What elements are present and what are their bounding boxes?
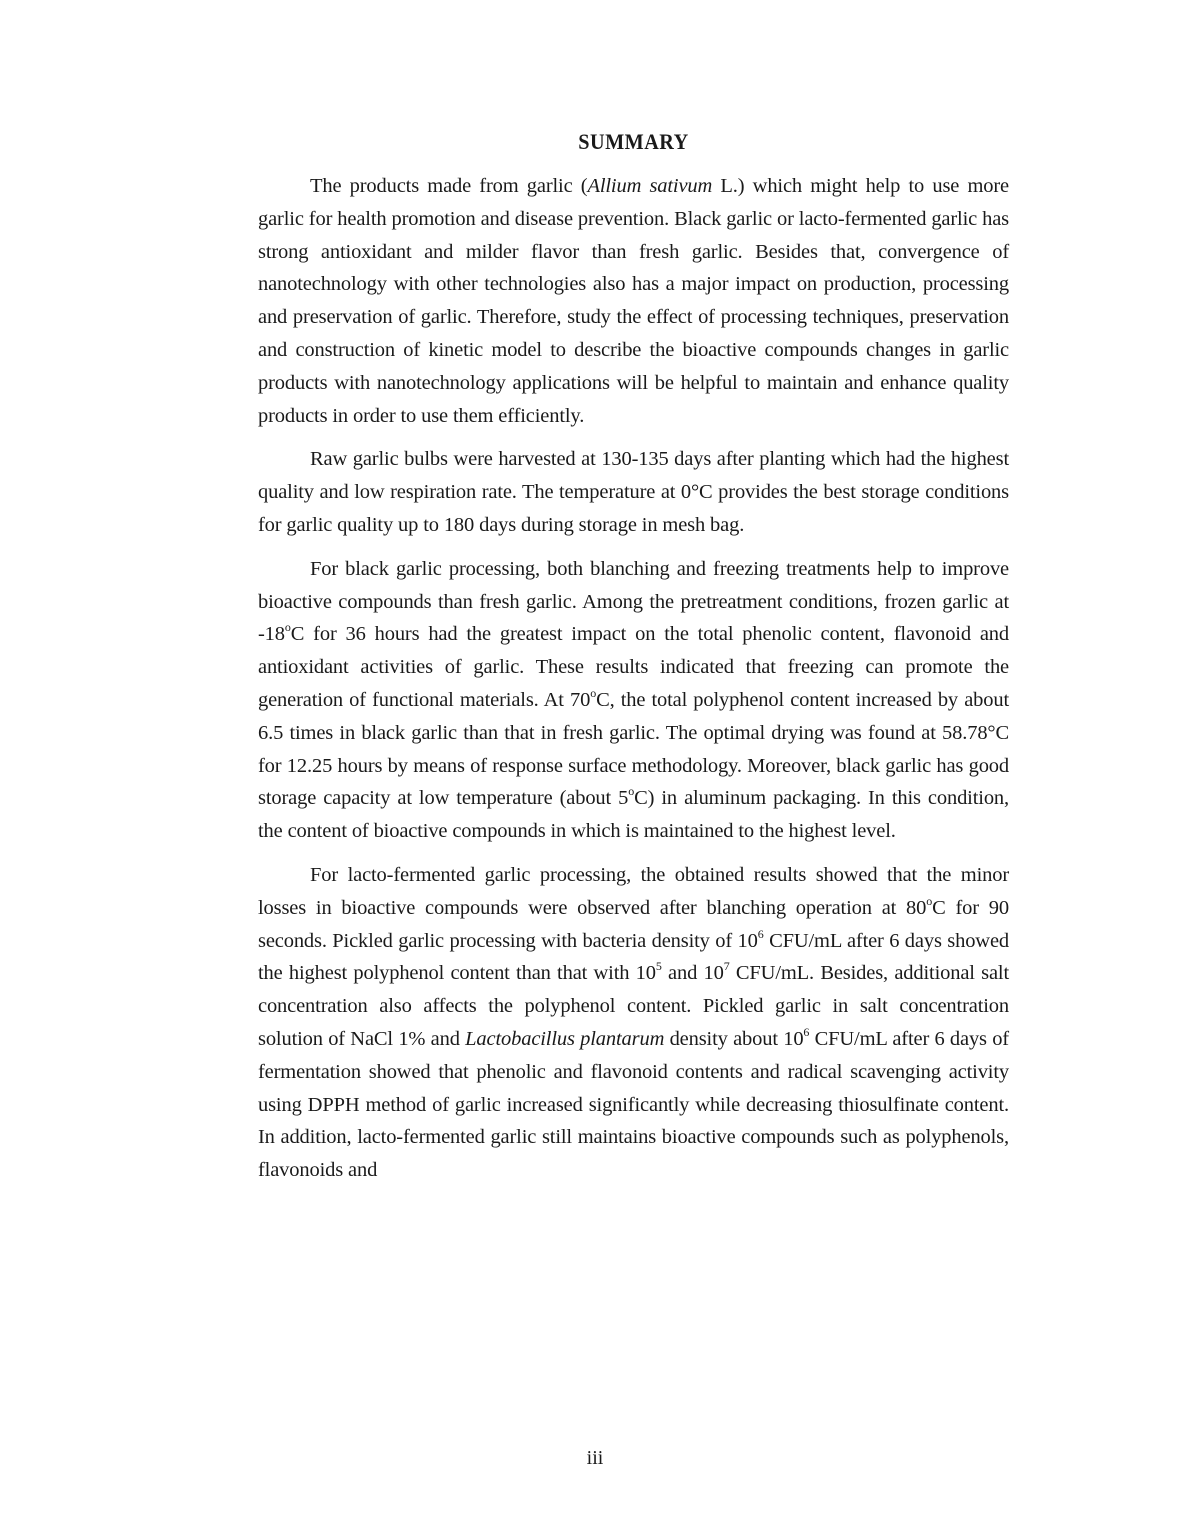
exponent-superscript: 5 <box>655 959 662 974</box>
page-title: SUMMARY <box>578 129 689 154</box>
text-segment: The products made from garlic ( <box>310 175 588 197</box>
text-segment: C for 36 hours had the greatest impact on the total phenolic content, flavonoid and antioxidant activities of garlic. These results indicated that freezing can promote the generation of functional materials. At 70 <box>258 623 1009 711</box>
document-page <box>258 128 1009 1198</box>
paragraph-intro <box>258 170 1009 432</box>
exponent-superscript: 7 <box>723 959 730 974</box>
paragraph-black-garlic <box>258 553 1009 848</box>
paragraph-raw-garlic <box>258 443 1009 541</box>
exponent-superscript: 6 <box>803 1024 810 1039</box>
page-number: iii <box>586 1447 604 1469</box>
paragraph-lacto-fermented <box>258 859 1009 1187</box>
exponent-superscript: 6 <box>757 926 764 941</box>
text-segment: For lacto-fermented garlic processing, the obtained results showed that the minor losses in bioactive compounds were observed after blanching operation at 80 <box>258 863 1009 919</box>
text-segment: CFU/mL after 6 days showed the highest polyphenol content than that with 10 <box>258 929 1009 985</box>
text-segment: C for 90 seconds. Pickled garlic processing with bacteria density of 10 <box>258 896 1009 952</box>
text-segment: Raw garlic bulbs were harvested at 130-135 days after planting which had the highest quality and low respiration rate. The temperature at 0°C provides the best storage conditions for garlic quality up to 180 days during storage in mesh bag. <box>258 448 1009 536</box>
text-segment: L.) which might help to use more garlic for health promotion and disease prevention. Black garlic or lacto-fermented garlic has strong antioxidant and milder flavor than fresh garlic. Besides that, convergence of nanotechnology with other technologies also has a major impact on production, processing and preservation of garlic. Therefore, study the effect of processing techniques, preservation and construction of kinetic model to describe the bioactive compounds changes in garlic products with nanotechnology applications will be helpful to maintain and enhance quality products in order to use them efficiently. <box>258 175 1009 427</box>
text-segment: density about 10 <box>664 1027 804 1050</box>
text-segment: C) in aluminum packaging. In this condition, the content of bioactive compounds in which is maintained to the highest level. <box>258 787 1009 843</box>
text-segment: and 10 <box>661 962 724 985</box>
text-segment: CFU/mL. Besides, additional salt concentration also affects the polyphenol content. Pickled garlic in salt concentration solution of NaCl 1% and <box>258 962 1009 1050</box>
degree-superscript: o <box>628 784 635 799</box>
degree-superscript: o <box>284 620 291 635</box>
degree-superscript: o <box>926 893 933 908</box>
text-segment: CFU/mL after 6 days of fermentation showed that phenolic and flavonoid contents and radical scavenging activity using DPPH method of garlic increased significantly while decreasing thiosulfinate content. In addition, lacto-fermented garlic still maintains bioactive compounds such as polyphenols, flavonoids and <box>258 1027 1009 1182</box>
text-segment: For black garlic processing, both blanching and freezing treatments help to improve bioactive compounds than fresh garlic. Among the pretreatment conditions, frozen garlic at -18 <box>258 557 1009 646</box>
species-name-italic: Lactobacillus plantarum <box>465 1027 665 1050</box>
species-name-italic: Allium sativum <box>587 175 713 197</box>
text-segment: C, the total polyphenol content increased by about 6.5 times in black garlic than that in fresh garlic. The optimal drying was found at 58.78°C for 12.25 hours by means of response surface methodology. Moreover, black garlic has good storage capacity at low temperature (about 5 <box>258 688 1009 810</box>
degree-superscript: o <box>590 685 597 700</box>
